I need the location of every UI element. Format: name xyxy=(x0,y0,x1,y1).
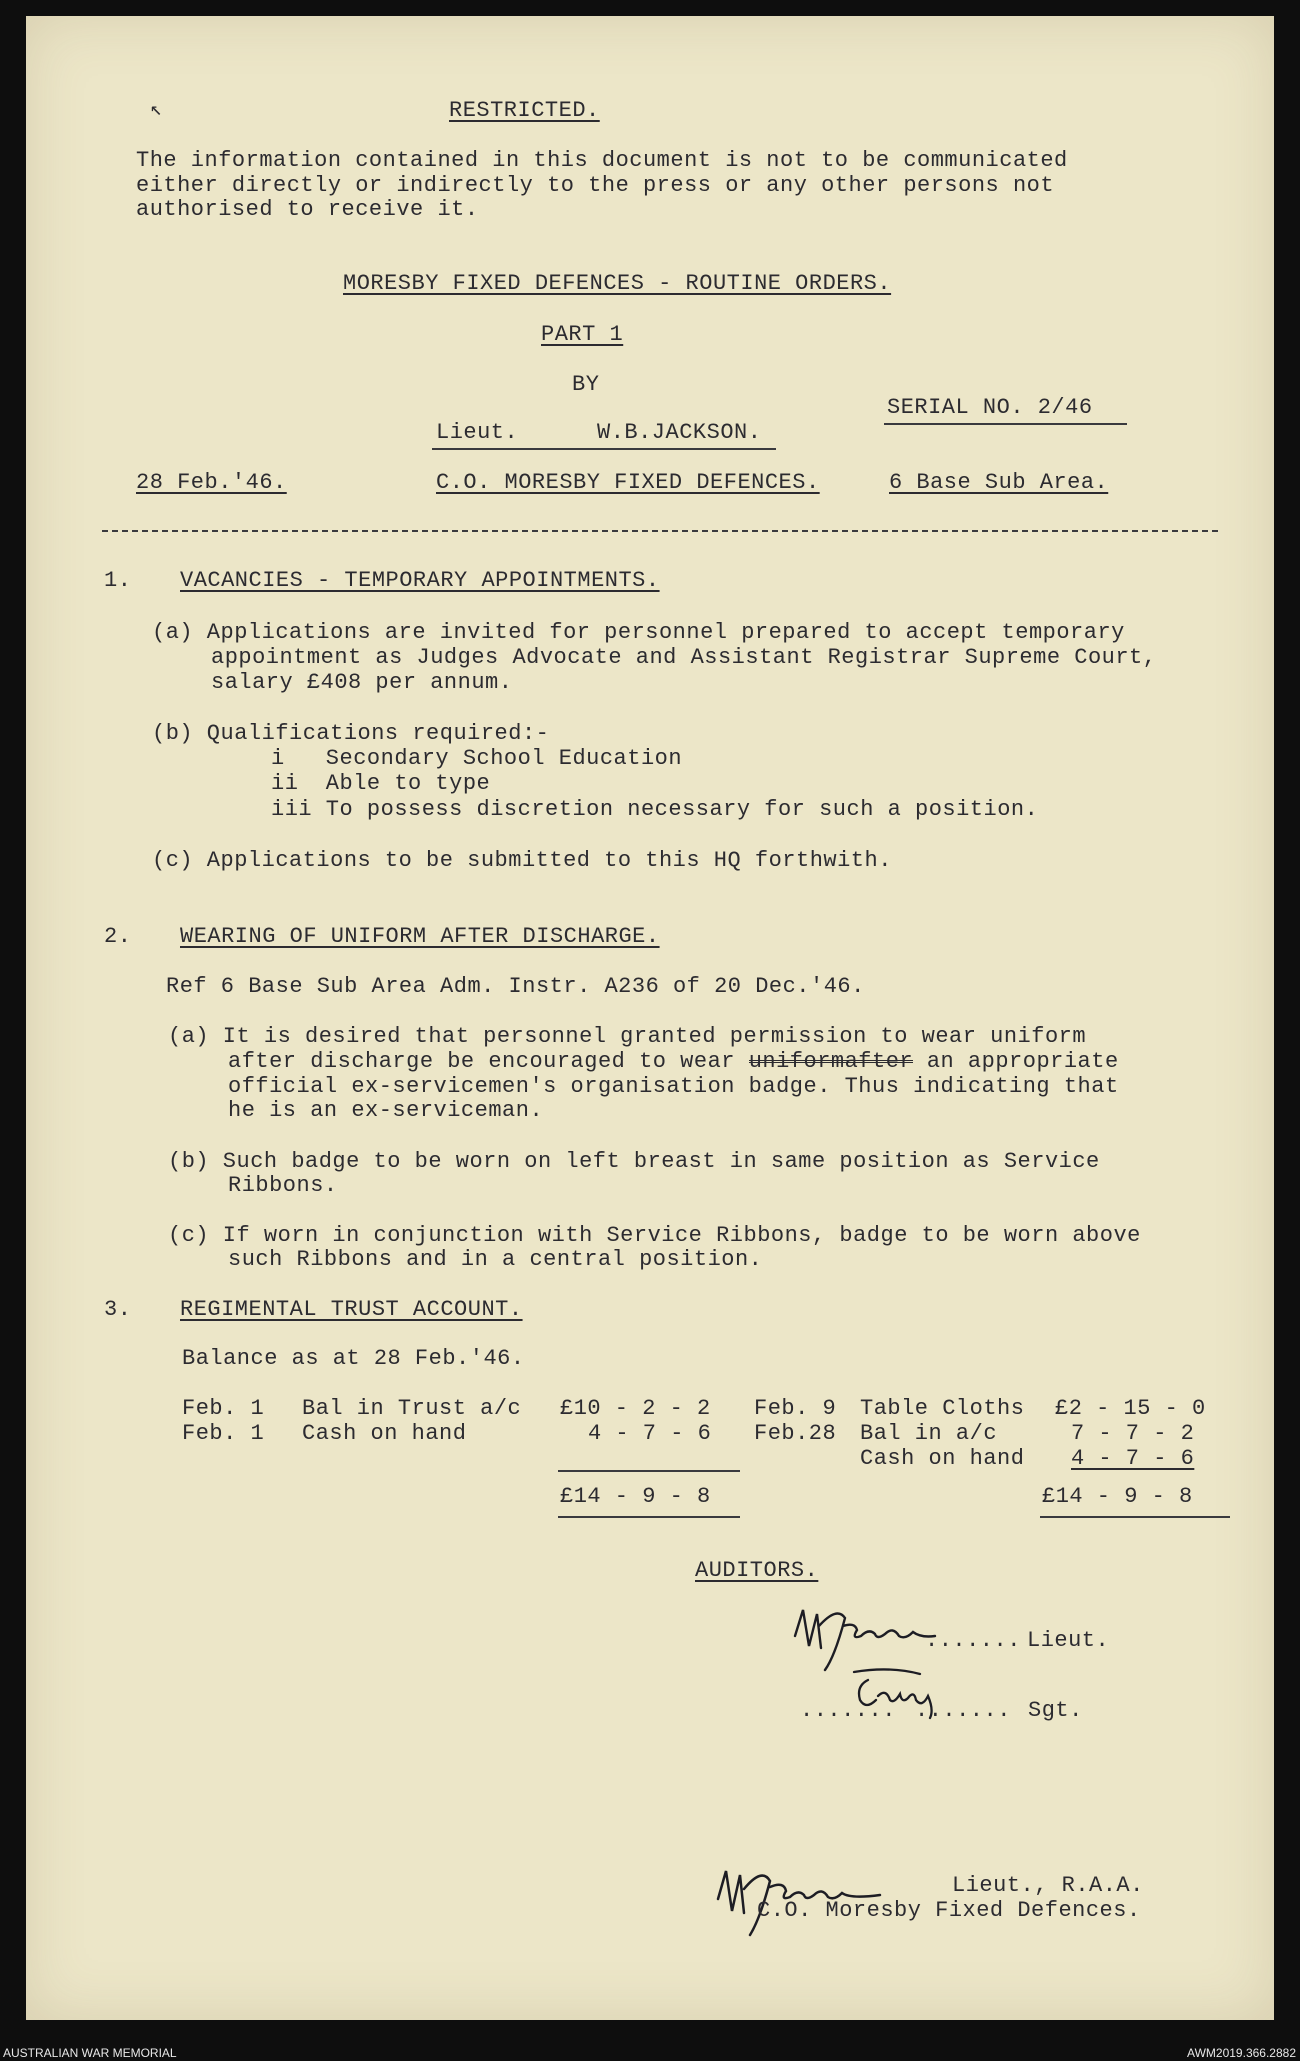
ledger-right-total: £14 - 9 - 8 xyxy=(1042,1484,1193,1509)
s1-b-ii: ii Able to type xyxy=(271,771,491,796)
ledger-right-amount: £2 - 15 - 0 xyxy=(1055,1396,1206,1421)
auditor-2-dots-right: ....... xyxy=(915,1698,1011,1723)
s2-a-line4: he is an ex-serviceman. xyxy=(228,1098,544,1123)
s2-b-line1: (b) Such badge to be worn on left breast in same position as Service xyxy=(168,1149,1100,1174)
auditor-2-rank: Sgt. xyxy=(1028,1698,1083,1723)
section-1-heading: VACANCIES - TEMPORARY APPOINTMENTS. xyxy=(180,568,660,593)
s2-a-line2: after discharge be encouraged to wear uniformafter an appropriate xyxy=(228,1049,1119,1074)
ledger-right-date: Feb.28 xyxy=(754,1421,837,1446)
notice-line-2: either directly or indirectly to the press or any other persons not xyxy=(136,173,1055,198)
ledger-right-desc: Cash on hand xyxy=(860,1446,1025,1471)
order-date: 28 Feb.'46. xyxy=(136,470,287,495)
section-2-number: 2. xyxy=(104,924,132,949)
s1-b-line1: (b) Qualifications required:- xyxy=(152,721,550,746)
auditor-1-dots: ....... xyxy=(925,1628,1021,1653)
document-page xyxy=(26,16,1274,2020)
s1-a-line2: appointment as Judges Advocate and Assistant Registrar Supreme Court, xyxy=(211,645,1157,670)
ledger-right-desc: Table Cloths xyxy=(860,1396,1025,1421)
ledger-left-amount: 4 - 7 - 6 xyxy=(588,1421,712,1446)
s1-c-line1: (c) Applications to be submitted to this HQ forthwith. xyxy=(152,848,892,873)
section-1-number: 1. xyxy=(104,568,132,593)
officer-underline xyxy=(432,448,776,450)
ledger-right-desc: Bal in a/c xyxy=(860,1421,998,1446)
officer-name: W.B.JACKSON. xyxy=(597,420,762,445)
s2-a-line1: (a) It is desired that personnel granted permission to wear uniform xyxy=(168,1024,1087,1049)
ledger-left-amount: £10 - 2 - 2 xyxy=(560,1396,711,1421)
separator-line xyxy=(102,530,1218,532)
ledger-left-desc: Bal in Trust a/c xyxy=(302,1396,522,1421)
ledger-left-desc: Cash on hand xyxy=(302,1421,467,1446)
s1-a-line3: salary £408 per annum. xyxy=(211,670,513,695)
s1-b-i: i Secondary School Education xyxy=(271,746,683,771)
footer-right-label: AWM2019.366.2882 xyxy=(1187,2046,1296,2060)
section-3-heading: REGIMENTAL TRUST ACCOUNT. xyxy=(180,1297,523,1322)
footer-left-label: AUSTRALIAN WAR MEMORIAL xyxy=(3,2046,177,2060)
document-title: MORESBY FIXED DEFENCES - ROUTINE ORDERS. xyxy=(343,271,892,296)
s2-c-line1: (c) If worn in conjunction with Service Ribbons, badge to be worn above xyxy=(168,1223,1141,1248)
ledger-left-date: Feb. 1 xyxy=(182,1396,265,1421)
signoff-rank: Lieut., R.A.A. xyxy=(952,1873,1144,1898)
area-label: 6 Base Sub Area. xyxy=(889,470,1109,495)
part-label: PART 1 xyxy=(541,322,624,347)
serial-number: SERIAL NO. 2/46 xyxy=(887,395,1093,420)
notice-line-3: authorised to receive it. xyxy=(136,197,479,222)
s2-reference: Ref 6 Base Sub Area Adm. Instr. A236 of 20 Dec.'46. xyxy=(166,974,865,999)
ledger-right-total-rule xyxy=(1040,1516,1230,1518)
punch-mark-icon: ↖ xyxy=(150,99,163,122)
s1-b-iii: iii To possess discretion necessary for such a position. xyxy=(271,797,1039,822)
ledger-right-amount: 7 - 7 - 2 xyxy=(1071,1421,1195,1446)
serial-underline xyxy=(884,423,1127,425)
auditor-2-dots-left: ....... xyxy=(800,1698,896,1723)
commanding-officer: C.O. MORESBY FIXED DEFENCES. xyxy=(436,470,820,495)
notice-line-1: The information contained in this document is not to be communicated xyxy=(136,148,1068,173)
struck-text: uniformafter xyxy=(748,1049,914,1074)
ledger-right-date: Feb. 9 xyxy=(754,1396,837,1421)
s1-a-line1: (a) Applications are invited for personnel prepared to accept temporary xyxy=(152,620,1125,645)
section-2-heading: WEARING OF UNIFORM AFTER DISCHARGE. xyxy=(180,924,660,949)
s3-balance-line: Balance as at 28 Feb.'46. xyxy=(182,1346,525,1371)
ledger-left-total: £14 - 9 - 8 xyxy=(560,1484,711,1509)
ledger-left-total-rule xyxy=(558,1516,740,1518)
auditors-heading: AUDITORS. xyxy=(695,1558,819,1583)
section-3-number: 3. xyxy=(104,1297,132,1322)
s2-b-line2: Ribbons. xyxy=(228,1173,338,1198)
ledger-left-rule xyxy=(558,1470,740,1472)
signoff-title: C.O. Moresby Fixed Defences. xyxy=(757,1898,1141,1923)
by-label: BY xyxy=(572,372,600,397)
officer-rank: Lieut. xyxy=(436,420,519,445)
s2-c-line2: such Ribbons and in a central position. xyxy=(228,1247,763,1272)
ledger-right-amount: 4 - 7 - 6 xyxy=(1071,1446,1195,1471)
s2-a-line3: official ex-servicemen's organisation badge. Thus indicating that xyxy=(228,1074,1119,1099)
auditor-1-rank: Lieut. xyxy=(1027,1628,1110,1653)
restricted-heading: RESTRICTED. xyxy=(449,98,600,123)
ledger-left-date: Feb. 1 xyxy=(182,1421,265,1446)
